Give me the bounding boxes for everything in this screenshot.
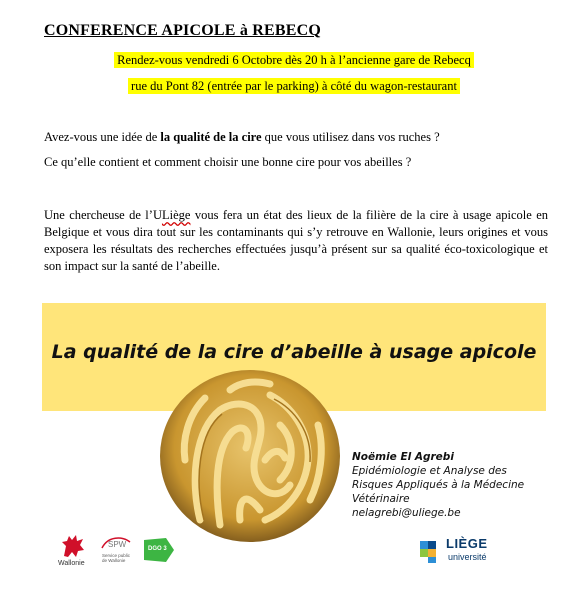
description-post: vous fera un état des lieux de la filière de la cire à usage apicole en Belgique et vous dira tout sur les contaminants qui s’y retrouve en Wallonie, leurs origines et vous exposera les résultats des recherches effectuées jusqu’à présent sur sa qualité éco-toxicologique et son impact sur la santé de l’abeille. (44, 208, 548, 273)
question-pre: Avez-vous une idée de (44, 130, 161, 144)
wallonie-rooster-icon (58, 532, 88, 560)
banner-title: La qualité de la cire d’abeille à usage apicole (51, 341, 537, 363)
liege-logo-title: LIÈGE (446, 536, 488, 551)
dgo3-logo-text: DGO 3 (148, 546, 167, 552)
question-line-1 (44, 129, 548, 146)
spw-logo-sub-1: Service public (102, 553, 131, 558)
description-spellcheck-word: Liège (161, 208, 191, 222)
spw-logo-sub-2: de Wallonie (102, 558, 126, 563)
spw-logo-text: SPW (108, 540, 127, 549)
spw-logo-sub (102, 553, 130, 563)
event-address (0, 79, 588, 94)
speaker-affiliation-3: Vétérinaire (352, 493, 410, 505)
liege-cubes-icon (418, 535, 444, 565)
liege-logo-subtitle: université (448, 552, 487, 562)
description-pre: Une chercheuse de l’U (44, 208, 162, 222)
dgo3-logo (142, 536, 176, 564)
speaker-name: Noëmie El Agrebi (352, 451, 454, 463)
question-line-2: Ce qu’elle contient et comment choisir une bonne cire pour vos abeilles ? (44, 155, 412, 169)
question-bold: la qualité de la cire (160, 130, 262, 144)
beeswax-comb-image (160, 370, 340, 542)
speaker-affiliation-1: Epidémiologie et Analyse des (352, 465, 507, 477)
page-title: CONFERENCE APICOLE à REBECQ (44, 22, 321, 39)
event-address-text: rue du Pont 82 (entrée par le parking) à côté du wagon-restaurant (128, 78, 460, 94)
event-date-text: Rendez-vous vendredi 6 Octobre dès 20 h à l’ancienne gare de Rebecq (114, 52, 474, 68)
liege-universite-logo (418, 533, 508, 569)
description-paragraph (44, 207, 548, 275)
spw-logo (100, 534, 134, 570)
speaker-email[interactable]: nelagrebi@uliege.be (352, 507, 461, 519)
event-date-location (0, 53, 588, 68)
wallonie-logo (58, 532, 94, 572)
speaker-affiliation-2: Risques Appliqués à la Médecine (352, 479, 525, 491)
speaker-info (352, 450, 524, 520)
beeswax-comb-illustration (160, 370, 340, 542)
question-post: que vous utilisez dans vos ruches ? (261, 130, 440, 144)
wallonie-logo-text: Wallonie (58, 560, 85, 567)
